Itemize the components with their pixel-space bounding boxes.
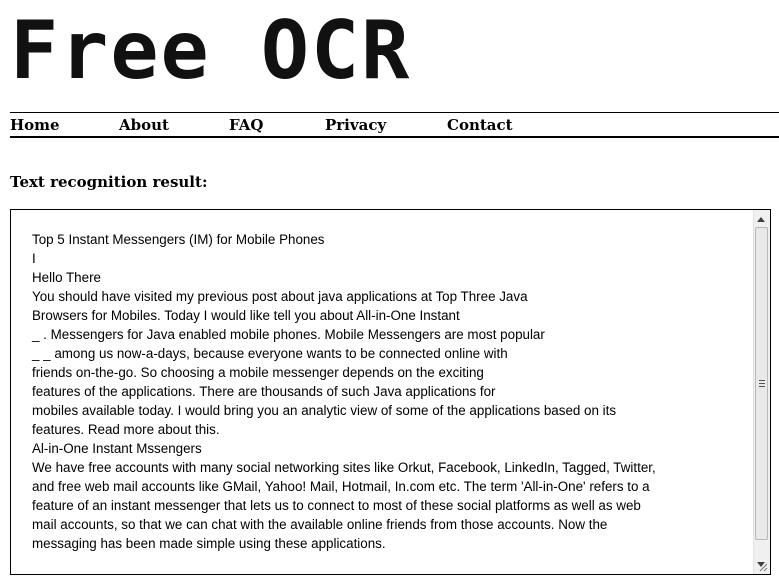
scrollbar-thumb[interactable] (755, 227, 768, 540)
main-nav (10, 115, 779, 135)
scrollbar-grip-line (759, 386, 765, 387)
resize-grip-icon[interactable] (758, 562, 768, 572)
scrollbar-grip-line (759, 383, 765, 384)
vertical-scrollbar[interactable] (753, 210, 770, 574)
result-text[interactable]: Top 5 Instant Messengers (IM) for Mobile Phones I Hello There You should have visited my previous post about java applications at Top Three Java Browsers for Mobiles. Today I would like tell you about All-in-One Instant _ . Messengers for Java enabled mobile phones. Mobile Messengers are most popular _ _ among us now-a-days, because everyone wants to be connected online with friends on-the-go. So choosing a mobile messenger depends on the exciting features of the applications. There are thousands of such Java applications for mobiles available today. I would bring you an analytic view of some of the applications based on its features. Read more about this. Al-in-One Instant Mssengers We have free accounts with many social networking sites like Orkut, Facebook, LinkedIn, Tagged, Twitter, and free web mail accounts like GMail, Yahoo! Mail, Hotmail, In.com etc. The term 'All-in-One' refers to a feature of an instant messenger that lets us to connect to most of these social platforms as well as web mail accounts, so that we can chat with the available online friends from those accounts. Now the messaging has been made simple using these applications. (32, 232, 656, 551)
scrollbar-grip-line (759, 380, 765, 381)
nav-about-link[interactable]: About (119, 116, 169, 134)
nav-top-divider (10, 112, 779, 113)
scroll-up-arrow-icon[interactable] (757, 217, 765, 222)
free-ocr-logo: Free OCR (10, 4, 412, 97)
nav-faq-link[interactable]: FAQ (229, 116, 264, 134)
result-textarea[interactable] (10, 209, 771, 575)
result-heading: Text recognition result: (10, 173, 208, 191)
nav-contact-link[interactable]: Contact (447, 116, 513, 134)
nav-bottom-divider (10, 136, 779, 138)
nav-privacy-link[interactable]: Privacy (325, 116, 387, 134)
nav-home-link[interactable]: Home (10, 116, 60, 134)
